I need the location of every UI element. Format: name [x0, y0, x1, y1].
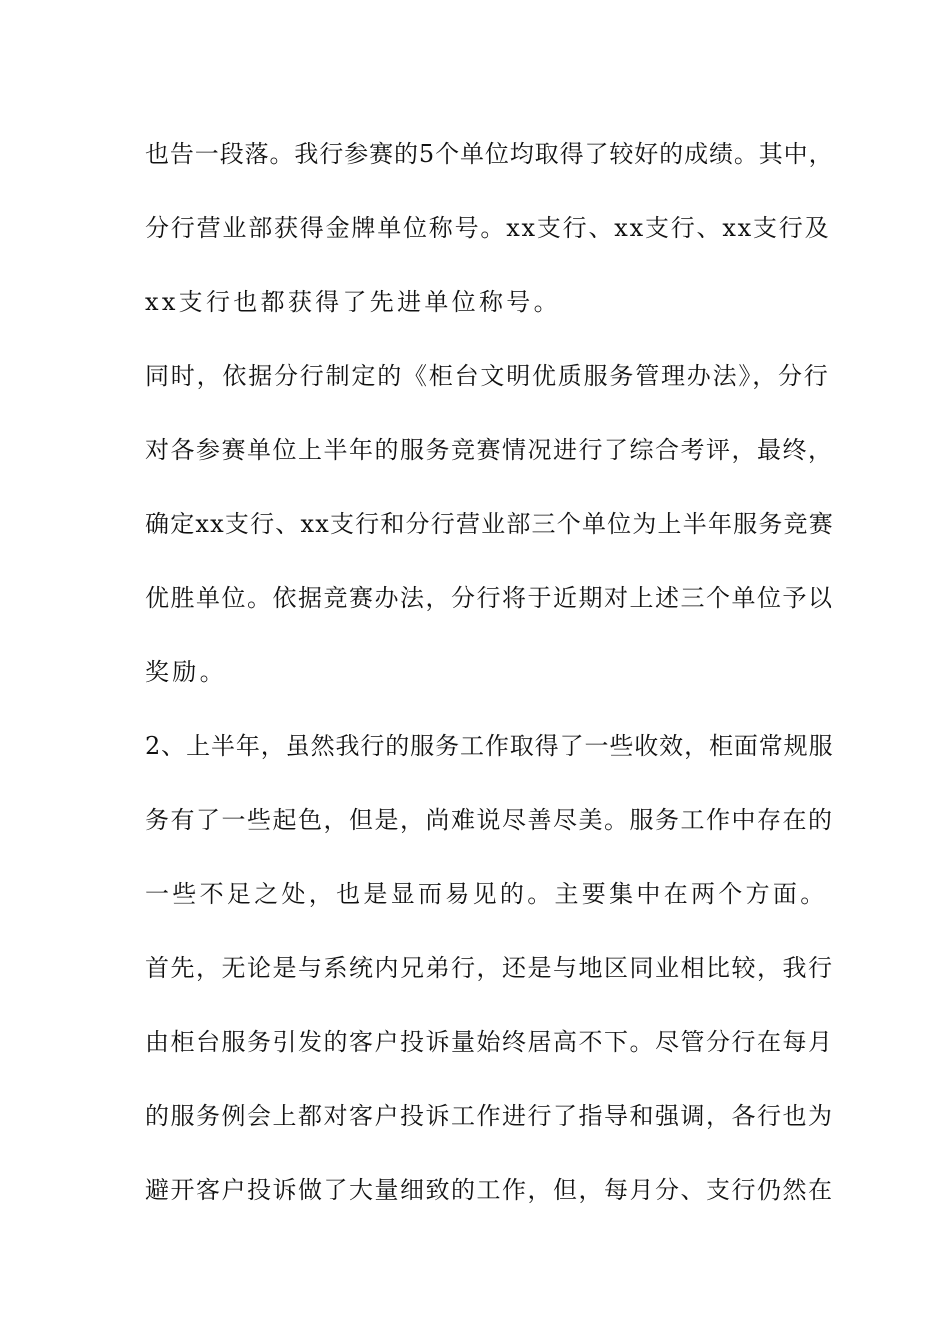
text-line: 确定xx支行、xx支行和分行营业部三个单位为上半年服务竞赛 [145, 510, 834, 538]
text-line: 由柜台服务引发的客户投诉量始终居高不下。尽管分行在每月 [145, 1028, 834, 1056]
text-line: 奖励。 [145, 658, 227, 686]
text-line: 务有了一些起色，但是，尚难说尽善尽美。服务工作中存在的 [145, 806, 834, 834]
text-line: 对各参赛单位上半年的服务竞赛情况进行了综合考评，最终， [145, 436, 834, 464]
text-line: 的服务例会上都对客户投诉工作进行了指导和强调，各行也为 [145, 1102, 834, 1130]
text-line: 优胜单位。依据竞赛办法，分行将于近期对上述三个单位予以 [145, 584, 834, 612]
text-line: 首先，无论是与系统内兄弟行，还是与地区同业相比较，我行 [145, 954, 834, 982]
text-line: 一些不足之处，也是显而易见的。主要集中在两个方面。 [145, 880, 828, 908]
text-line: xx支行也都获得了先进单位称号。 [145, 288, 561, 316]
text-line: 避开客户投诉做了大量细致的工作，但，每月分、支行仍然在 [145, 1176, 834, 1204]
text-line: 也告一段落。我行参赛的5个单位均取得了较好的成绩。其中， [145, 140, 834, 168]
text-line: 2、上半年，虽然我行的服务工作取得了一些收效，柜面常规服 [145, 732, 834, 760]
text-line: 分行营业部获得金牌单位称号。xx支行、xx支行、xx支行及 [145, 214, 831, 242]
text-line: 同时，依据分行制定的《柜台文明优质服务管理办法》，分行 [145, 362, 830, 390]
